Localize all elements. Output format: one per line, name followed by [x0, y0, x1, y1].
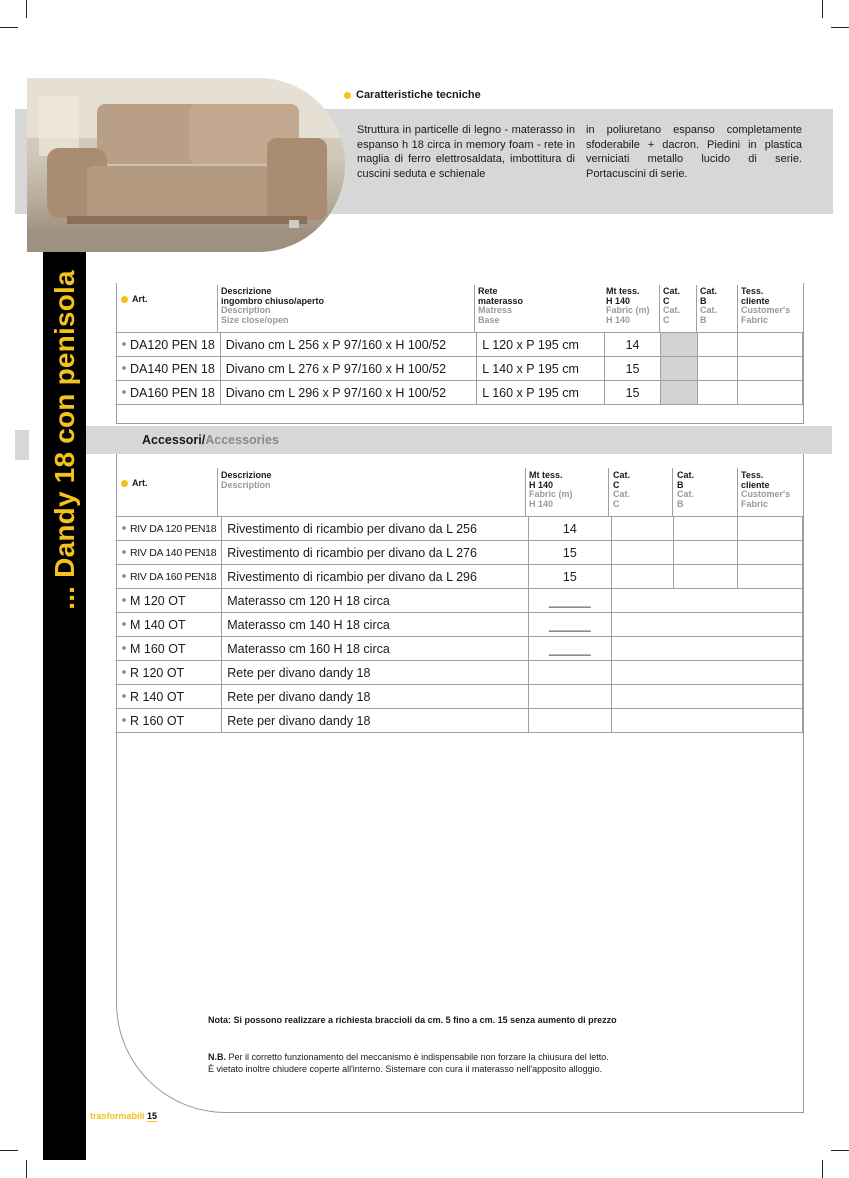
- divider: [525, 468, 526, 516]
- acc-header-tess: Tess. cliente Customer's Fabric: [741, 470, 791, 509]
- main-header-rete: Rete materasso Matress Base: [478, 286, 524, 325]
- cell-mt: 15: [604, 357, 660, 381]
- cell-art: RIV DA 120 PEN18: [117, 517, 222, 541]
- table-row: [117, 709, 803, 733]
- cell-desc: Rete per divano dandy 18: [222, 661, 529, 685]
- cell-mt: [529, 661, 611, 685]
- crop-mark: [0, 1150, 18, 1151]
- crop-mark: [831, 1150, 849, 1151]
- table-row: [117, 541, 803, 565]
- cell-rete: L 140 x P 195 cm: [477, 357, 605, 381]
- crop-mark: [831, 27, 849, 28]
- main-header-mt: Mt tess. H 140 Fabric (m) H 140: [606, 286, 650, 325]
- acc-header-mt: Mt tess. H 140 Fabric (m) H 140: [529, 470, 573, 509]
- divider: [737, 468, 738, 516]
- table-row: [117, 685, 803, 709]
- cell-art: RIV DA 160 PEN18: [117, 565, 222, 589]
- cell-tess: [738, 541, 803, 565]
- cell-catc: [661, 333, 697, 357]
- cell-rest: [611, 685, 802, 709]
- cell-mt: 14: [529, 517, 611, 541]
- cell-catb: [674, 565, 738, 589]
- cell-rest: [611, 637, 802, 661]
- acc-header-catc: Cat. C Cat. C: [613, 470, 631, 509]
- cell-mt: 15: [529, 541, 611, 565]
- cell-desc: Rivestimento di ricambio per divano da L 276: [222, 541, 529, 565]
- crop-mark: [822, 0, 823, 18]
- divider: [217, 285, 218, 332]
- cell-desc: Rivestimento di ricambio per divano da L 296: [222, 565, 529, 589]
- nb-text: N.B. Per il corretto funzionamento del meccanismo è indispensabile non forzare la chiusura del letto. È vietato inoltre chiudere coperte all'interno. Sistemare con cura il materasso nell'apposito alloggio.: [208, 1052, 609, 1074]
- cell-art: DA160 PEN 18: [117, 381, 221, 405]
- cell-mt: ______: [529, 589, 611, 613]
- divider: [737, 285, 738, 332]
- cell-mt: [529, 709, 611, 733]
- cell-tess: [738, 357, 803, 381]
- cell-desc: Divano cm L 296 x P 97/160 x H 100/52: [220, 381, 476, 405]
- cell-catb: [674, 517, 738, 541]
- cell-desc: Rete per divano dandy 18: [222, 709, 529, 733]
- tech-text-col1: Struttura in particelle di legno - materasso in espanso h 18 circa in memory foam - rete in maglia di ferro elettrosaldata, imbottitura di cuscini seduta e schienale: [357, 124, 575, 180]
- cell-mt: 15: [529, 565, 611, 589]
- cell-tess: [738, 333, 803, 357]
- cell-tess: [738, 381, 803, 405]
- cell-art: M 140 OT: [117, 613, 222, 637]
- divider: [696, 285, 697, 332]
- cell-desc: Divano cm L 276 x P 97/160 x H 100/52: [220, 357, 476, 381]
- cell-rest: [611, 709, 802, 733]
- main-header-tess: Tess. cliente Customer's Fabric: [741, 286, 791, 325]
- cell-rest: [611, 613, 802, 637]
- cell-desc: Rivestimento di ricambio per divano da L 256: [222, 517, 529, 541]
- cell-catb: [697, 357, 737, 381]
- accessories-title: Accessori/Accessories: [142, 433, 279, 447]
- cell-catc: [661, 357, 697, 381]
- cell-mt: ______: [529, 637, 611, 661]
- crop-mark: [26, 1160, 27, 1178]
- cell-catb: [697, 333, 737, 357]
- cell-art: M 160 OT: [117, 637, 222, 661]
- note-text: Nota: Si possono realizzare a richiesta braccioli da cm. 5 fino a cm. 15 senza aumento di prezzo: [208, 1015, 617, 1025]
- cell-art: R 160 OT: [117, 709, 222, 733]
- tech-title: Caratteristiche tecniche: [344, 89, 481, 101]
- divider: [659, 285, 660, 332]
- cell-mt: ______: [529, 613, 611, 637]
- table-row: [117, 589, 803, 613]
- table-row: [117, 613, 803, 637]
- cell-desc: Materasso cm 140 H 18 circa: [222, 613, 529, 637]
- bullet-icon: [121, 296, 128, 303]
- cell-catb: [697, 381, 737, 405]
- table-row: [117, 637, 803, 661]
- table-row: [117, 333, 803, 357]
- cell-mt: 15: [604, 381, 660, 405]
- cell-rest: [611, 661, 802, 685]
- cell-art: R 140 OT: [117, 685, 222, 709]
- cell-tess: [738, 517, 803, 541]
- bullet-icon: [121, 480, 128, 487]
- cell-mt: [529, 685, 611, 709]
- cell-catc: [661, 381, 697, 405]
- tech-text-col2: in poliuretano espanso completamente sfoderabile + dacron. Piedini in plastica verniciati metallo lucido di serie. Portacuscini di serie.: [586, 124, 802, 180]
- cell-mt: 14: [604, 333, 660, 357]
- acc-header-catb: Cat. B Cat. B: [677, 470, 695, 509]
- cell-desc: Materasso cm 120 H 18 circa: [222, 589, 529, 613]
- main-header-desc: Descrizione ingombro chiuso/aperto Description Size close/open: [221, 286, 325, 325]
- main-header-catc: Cat. C Cat. C: [663, 286, 681, 325]
- table-row: [117, 661, 803, 685]
- product-photo: [27, 78, 345, 252]
- bullet-icon: [344, 92, 351, 99]
- table-row: [117, 381, 803, 405]
- side-tab: [15, 430, 29, 460]
- cell-catb: [674, 541, 738, 565]
- cell-desc: Rete per divano dandy 18: [222, 685, 529, 709]
- table-row: [117, 517, 803, 541]
- cell-rete: L 160 x P 195 cm: [477, 381, 605, 405]
- main-table: [116, 332, 803, 405]
- cell-art: R 120 OT: [117, 661, 222, 685]
- cell-art: M 120 OT: [117, 589, 222, 613]
- divider: [474, 285, 475, 332]
- cell-art: DA120 PEN 18: [117, 333, 221, 357]
- cell-rest: [611, 589, 802, 613]
- cell-catc: [611, 565, 674, 589]
- main-header-catb: Cat. B Cat. B: [700, 286, 718, 325]
- table-row: [117, 357, 803, 381]
- sidebar-title: ... Dandy 18 con penisola: [49, 270, 80, 610]
- cell-catc: [611, 541, 674, 565]
- main-header-art: Art.: [121, 295, 148, 305]
- cell-tess: [738, 565, 803, 589]
- acc-header-desc: Descrizione Description: [221, 470, 272, 490]
- cell-rete: L 120 x P 195 cm: [477, 333, 605, 357]
- page-number: 15: [147, 1111, 158, 1121]
- footer: trasformabili 15: [90, 1111, 158, 1121]
- divider: [217, 468, 218, 516]
- crop-mark: [26, 0, 27, 18]
- crop-mark: [822, 1160, 823, 1178]
- divider: [672, 468, 673, 516]
- cell-catc: [611, 517, 674, 541]
- table-row: [117, 565, 803, 589]
- sofa-illustration: [27, 78, 345, 252]
- divider: [608, 468, 609, 516]
- cell-desc: Materasso cm 160 H 18 circa: [222, 637, 529, 661]
- acc-header-art: Art.: [121, 479, 148, 489]
- cell-art: DA140 PEN 18: [117, 357, 221, 381]
- accessories-table: [116, 516, 803, 733]
- crop-mark: [0, 27, 18, 28]
- cell-art: RIV DA 140 PEN18: [117, 541, 222, 565]
- cell-desc: Divano cm L 256 x P 97/160 x H 100/52: [220, 333, 476, 357]
